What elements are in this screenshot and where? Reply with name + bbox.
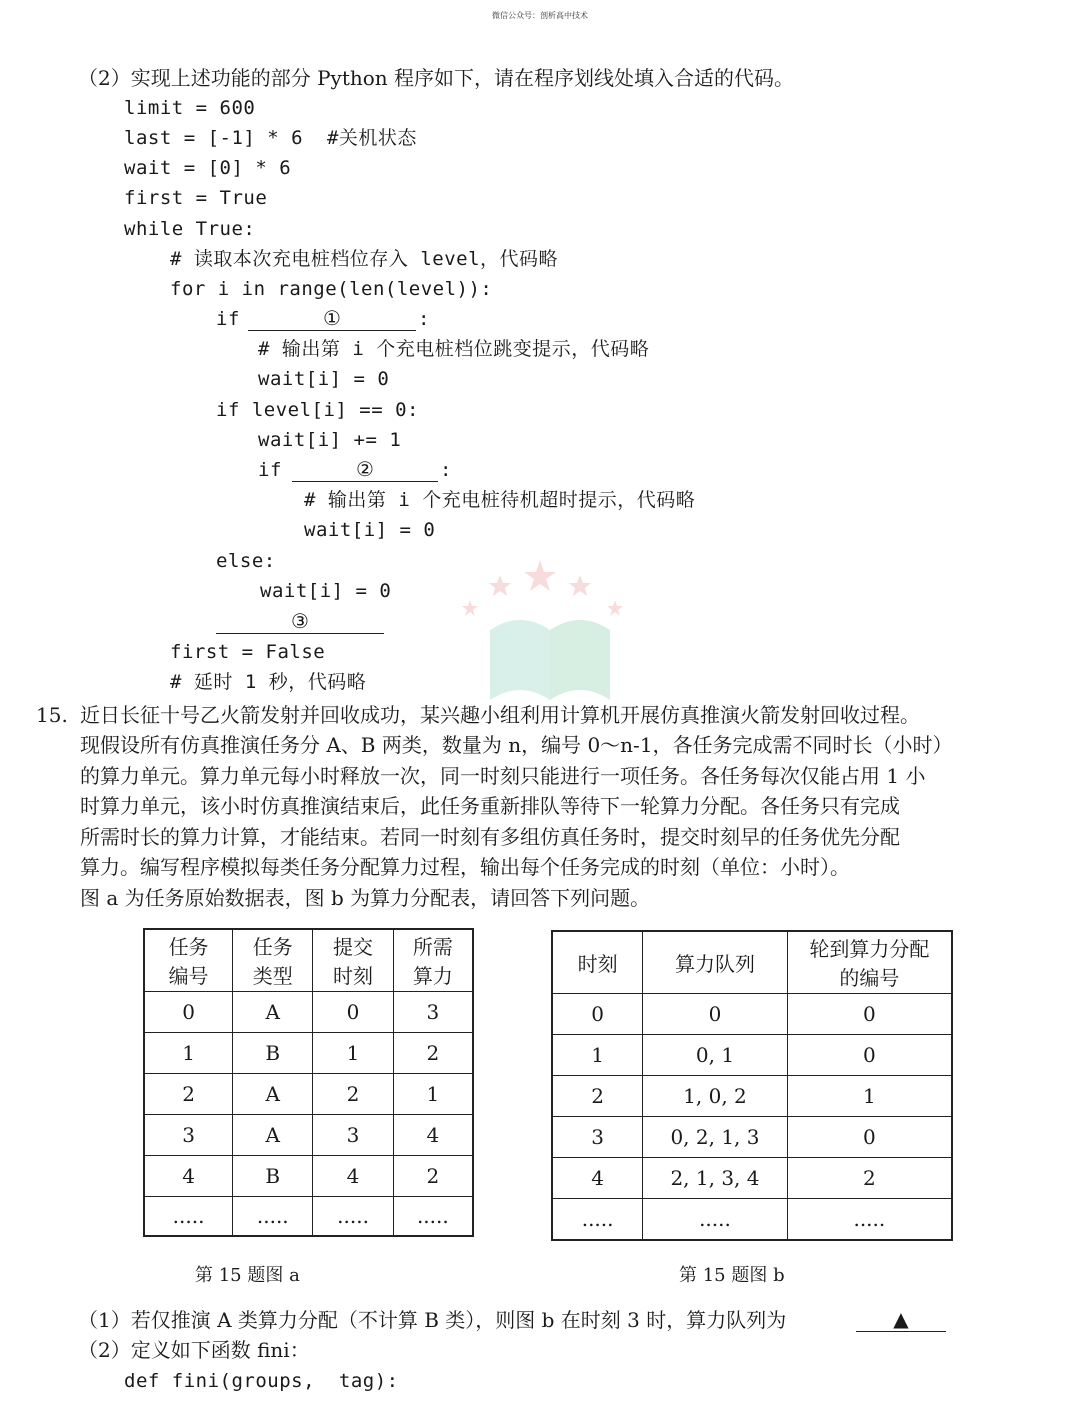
table-cell: 2 bbox=[393, 1032, 473, 1073]
header-text: 算力 bbox=[412, 964, 453, 989]
answer-blank-q1[interactable] bbox=[856, 1307, 946, 1332]
table-cell: 1 bbox=[144, 1032, 233, 1073]
table-cell: 1 bbox=[393, 1073, 473, 1114]
code-line: if level[i] == 0: bbox=[216, 399, 419, 421]
code-line: wait[i] = 0 bbox=[304, 519, 436, 541]
table-cell: 0 bbox=[144, 991, 233, 1032]
book-logo-icon bbox=[450, 550, 650, 720]
code-line: while True: bbox=[124, 218, 256, 240]
task-data-table bbox=[143, 928, 474, 1237]
table-cell: 2 bbox=[313, 1073, 393, 1114]
table-header-row bbox=[144, 929, 473, 991]
question-text-line: 所需时长的算力计算，才能结束。若同一时刻有多组仿真任务时，提交时刻早的任务优先分配 bbox=[80, 825, 900, 849]
table-cell: 1 bbox=[552, 1034, 643, 1075]
code-line: def fini(groups, tag): bbox=[124, 1370, 399, 1392]
table-row bbox=[144, 991, 473, 1032]
header-text: 任务 bbox=[168, 935, 209, 960]
code-line: # 输出第 i 个充电桩档位跳变提示，代码略 bbox=[258, 338, 650, 360]
code-line: first = True bbox=[124, 187, 268, 209]
header-text: 的编号 bbox=[839, 966, 900, 991]
code-line: # 输出第 i 个充电桩待机超时提示，代码略 bbox=[304, 489, 696, 511]
code-line: first = False bbox=[170, 641, 326, 663]
table-b-caption: 第 15 题图 b bbox=[679, 1265, 785, 1286]
blank-number: ② bbox=[356, 457, 374, 481]
table-cell: 4 bbox=[144, 1155, 233, 1196]
code-line: else: bbox=[216, 550, 276, 572]
answer-triangle-icon: ▲ bbox=[893, 1307, 909, 1331]
table-cell: A bbox=[233, 991, 313, 1032]
question-text-line: 现假设所有仿真推演任务分 A、B 两类，数量为 n，编号 0～n-1，各任务完成需不同时长（小时） bbox=[80, 733, 953, 757]
question-number: 15. bbox=[36, 703, 68, 727]
header-text: 提交 bbox=[333, 935, 374, 960]
header-cell bbox=[144, 929, 233, 991]
header-cell bbox=[787, 931, 952, 993]
code-line: wait[i] += 1 bbox=[258, 429, 402, 451]
code-line: if bbox=[258, 459, 282, 481]
table-row bbox=[552, 1198, 952, 1240]
table-row bbox=[552, 1075, 952, 1116]
table-row bbox=[552, 1034, 952, 1075]
table-cell: 0 bbox=[787, 1116, 952, 1157]
question-text-line: 算力。编写程序模拟每类任务分配算力过程，输出每个任务完成的时刻（单位：小时）。 bbox=[80, 855, 850, 879]
table-row bbox=[144, 1032, 473, 1073]
table-cell: A bbox=[233, 1073, 313, 1114]
subquestion-2: （2）定义如下函数 fini： bbox=[78, 1338, 310, 1362]
table-cell: 0 bbox=[313, 991, 393, 1032]
table-cell: 2 bbox=[393, 1155, 473, 1196]
table-row bbox=[144, 1196, 473, 1236]
table-cell: 3 bbox=[552, 1116, 643, 1157]
code-line: if bbox=[216, 308, 240, 330]
table-cell: B bbox=[233, 1155, 313, 1196]
header-text: 时刻 bbox=[577, 951, 618, 976]
table-row bbox=[552, 993, 952, 1034]
table-a-caption: 第 15 题图 a bbox=[195, 1265, 300, 1286]
question-text-line: 的算力单元。算力单元每小时释放一次，同一时刻只能进行一项任务。各任务每次仅能占用 1 小 bbox=[80, 764, 926, 788]
table-row bbox=[144, 1114, 473, 1155]
table-cell: 0 bbox=[787, 993, 952, 1034]
allocation-table bbox=[551, 930, 953, 1241]
table-cell: 2 bbox=[144, 1073, 233, 1114]
code-line: for i in range(len(level)): bbox=[170, 278, 493, 300]
table-cell: 0 bbox=[643, 993, 788, 1034]
table-cell: ..... bbox=[552, 1198, 643, 1240]
header-text: 编号 bbox=[168, 964, 209, 989]
answer-blank-3[interactable] bbox=[216, 609, 384, 634]
part2-intro: （2）实现上述功能的部分 Python 程序如下，请在程序划线处填入合适的代码。 bbox=[78, 66, 795, 90]
table-cell: ..... bbox=[787, 1198, 952, 1240]
header-cell bbox=[393, 929, 473, 991]
header-text: 类型 bbox=[252, 964, 293, 989]
table-row bbox=[144, 1073, 473, 1114]
blank-number: ① bbox=[323, 306, 341, 330]
table-cell: 0 bbox=[552, 993, 643, 1034]
table-cell: 0, 1 bbox=[643, 1034, 788, 1075]
table-header-row bbox=[552, 931, 952, 993]
table-cell: 3 bbox=[144, 1114, 233, 1155]
code-line: wait[i] = 0 bbox=[260, 580, 392, 602]
code-line: : bbox=[440, 459, 452, 481]
table-cell: 1, 0, 2 bbox=[643, 1075, 788, 1116]
code-line: wait = [0] * 6 bbox=[124, 157, 292, 179]
table-cell: 4 bbox=[552, 1157, 643, 1198]
table-cell: 2 bbox=[787, 1157, 952, 1198]
table-cell: 2 bbox=[552, 1075, 643, 1116]
table-row bbox=[144, 1155, 473, 1196]
code-line: # 读取本次充电桩档位存入 level，代码略 bbox=[170, 248, 559, 270]
header-text: 算力队列 bbox=[674, 951, 755, 976]
header-cell bbox=[313, 929, 393, 991]
question-text-line: 图 a 为任务原始数据表，图 b 为算力分配表，请回答下列问题。 bbox=[80, 886, 651, 910]
answer-blank-2[interactable] bbox=[292, 457, 438, 482]
table-cell: ..... bbox=[393, 1196, 473, 1236]
code-line: limit = 600 bbox=[124, 97, 256, 119]
table-cell: ..... bbox=[313, 1196, 393, 1236]
question-text-line: 时算力单元，该小时仿真推演结束后，此任务重新排队等待下一轮算力分配。各任务只有完成 bbox=[80, 794, 900, 818]
header-cell bbox=[643, 931, 788, 993]
table-cell: ..... bbox=[233, 1196, 313, 1236]
header-cell bbox=[233, 929, 313, 991]
table-cell: 1 bbox=[313, 1032, 393, 1073]
table-cell: A bbox=[233, 1114, 313, 1155]
table-row bbox=[552, 1157, 952, 1198]
header-text: 时刻 bbox=[333, 964, 374, 989]
code-line: last = [-1] * 6 #关机状态 bbox=[124, 127, 417, 149]
header-text: 任务 bbox=[252, 935, 293, 960]
code-line: # 延时 1 秒，代码略 bbox=[170, 671, 367, 693]
code-line: : bbox=[418, 308, 430, 330]
table-cell: 3 bbox=[313, 1114, 393, 1155]
header-watermark-text: 微信公众号：剖析高中技术 bbox=[492, 11, 588, 20]
code-line: wait[i] = 0 bbox=[258, 368, 390, 390]
table-cell: 0, 2, 1, 3 bbox=[643, 1116, 788, 1157]
table-cell: ..... bbox=[643, 1198, 788, 1240]
table-cell: 4 bbox=[393, 1114, 473, 1155]
table-cell: 1 bbox=[787, 1075, 952, 1116]
header-text: 所需 bbox=[412, 935, 453, 960]
table-cell: 3 bbox=[393, 991, 473, 1032]
table-cell: 0 bbox=[787, 1034, 952, 1075]
subquestion-1: （1）若仅推演 A 类算力分配（不计算 B 类），则图 b 在时刻 3 时，算力队列为 bbox=[78, 1308, 787, 1332]
header-text: 轮到算力分配 bbox=[809, 937, 930, 962]
answer-blank-1[interactable] bbox=[248, 306, 416, 331]
table-cell: ..... bbox=[144, 1196, 233, 1236]
table-cell: 2, 1, 3, 4 bbox=[643, 1157, 788, 1198]
table-cell: B bbox=[233, 1032, 313, 1073]
table-row bbox=[552, 1116, 952, 1157]
question-text-line: 近日长征十号乙火箭发射并回收成功，某兴趣小组利用计算机开展仿真推演火箭发射回收过程。 bbox=[80, 703, 920, 727]
blank-number: ③ bbox=[291, 609, 309, 633]
table-cell: 4 bbox=[313, 1155, 393, 1196]
header-cell bbox=[552, 931, 643, 993]
